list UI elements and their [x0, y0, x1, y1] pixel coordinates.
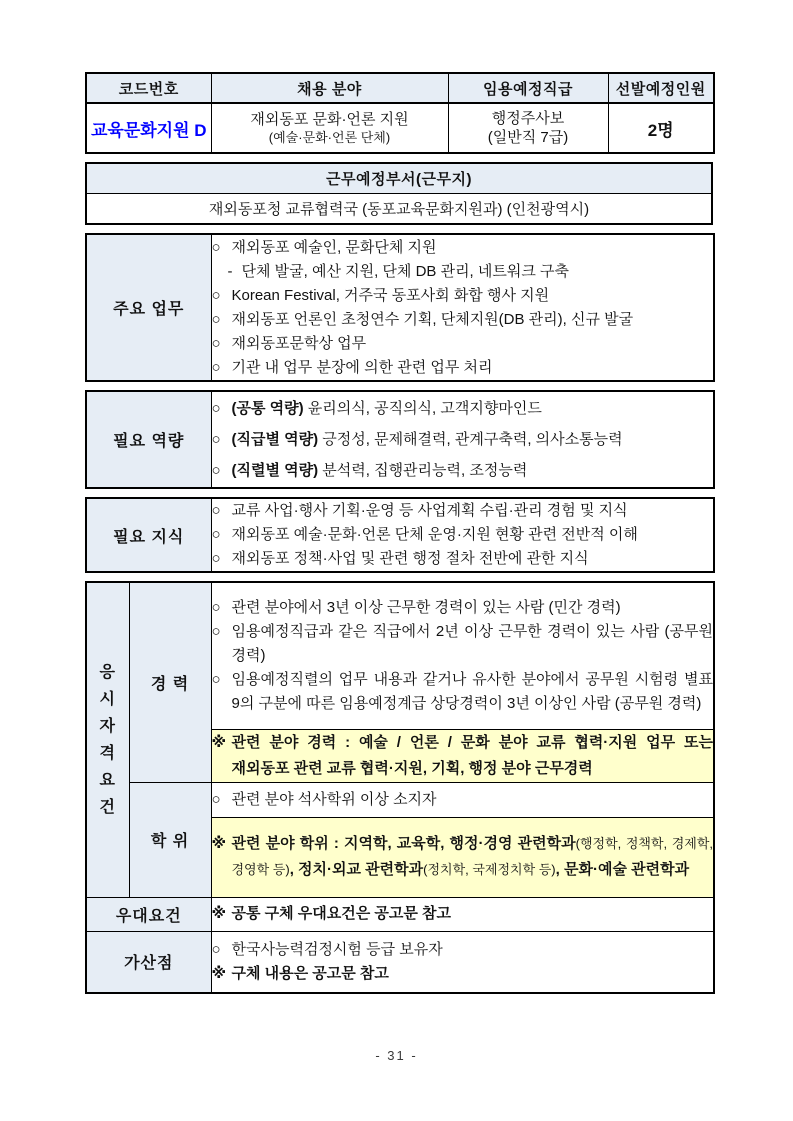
- workplace-value: 재외동포청 교류협력국 (동포교육문화지원과) (인천광역시): [86, 193, 712, 224]
- knowledge-content: [211, 498, 714, 572]
- document-body: [85, 72, 713, 1002]
- text-run: 재외동포 예술·문화·언론 단체 운영·지원 현황 관련 전반적 이해: [231, 526, 638, 543]
- recruit-field-line2: (예술·문화·언론 단체): [268, 130, 391, 145]
- text-run: 재외동포문학상 업무: [231, 334, 367, 352]
- line-text: [232, 455, 714, 486]
- text-run: 한국사능력검정시험 등급 보유자: [231, 940, 443, 958]
- bullet-glyph: ○: [211, 358, 221, 376]
- list-line: [212, 356, 714, 380]
- text-run: 긍정성, 문제해결력, 관계구축력, 의사소통능력: [318, 431, 623, 448]
- list-line: [212, 523, 714, 547]
- list-line: [212, 962, 714, 986]
- qualification-vertical-label: [86, 582, 129, 897]
- line-text: [232, 523, 714, 547]
- text-run: 관련 분야 경력 : 예술 / 언론 / 문화 분야 교류 협력·지원 업무 또는 재외동포 관련 교류 협력·지원, 기획, 행정 분야 근무경력: [231, 733, 713, 777]
- preference-content: [211, 897, 714, 931]
- bullet-glyph: ○: [211, 598, 221, 616]
- list-line: [212, 284, 714, 308]
- grade-line1: 행정주사보: [491, 110, 565, 127]
- preference-label: 우대요건: [86, 897, 211, 931]
- bullet-glyph: ※: [211, 905, 227, 922]
- text-run: 관련 분야 석사학위 이상 소지자: [231, 790, 437, 808]
- text-run: 구체 내용은 공고문 참고: [231, 964, 389, 982]
- line-text: [232, 332, 714, 356]
- line-text: [232, 424, 714, 455]
- bonus-label: 가산점: [86, 931, 211, 993]
- line-text: [242, 260, 714, 284]
- appointment-grade-value: [448, 103, 608, 153]
- career-note: [211, 729, 714, 782]
- line-text: [232, 547, 714, 571]
- header-appointment-grade: 임용예정직급: [448, 73, 608, 103]
- text-run: 문화·예술 관련학과: [564, 861, 690, 878]
- line-text: [232, 938, 714, 962]
- text-run: 정치·외교 관련학과: [298, 861, 424, 878]
- text-run: (정치학, 국제정치학 등): [423, 862, 556, 877]
- degree-content: [211, 782, 714, 817]
- header-code-number: 코드번호: [86, 73, 211, 103]
- duties-label: 주요 업무: [86, 234, 211, 381]
- bullet-glyph: ○: [211, 310, 221, 328]
- list-line: [212, 596, 714, 620]
- text-run: 기관 내 업무 분장에 의한 관련 업무 처리: [231, 358, 493, 376]
- grade-line2: (일반직 7급): [487, 129, 569, 146]
- list-line: [212, 938, 714, 962]
- text-run: 교류 사업·행사 기획·운영 등 사업계획 수립·관리 경험 및 지식: [231, 502, 628, 519]
- line-text: [232, 668, 714, 716]
- line-text: [232, 902, 714, 926]
- bullet-glyph: ○: [211, 238, 221, 256]
- list-line: [212, 788, 714, 812]
- knowledge-label: 필요 지식: [86, 498, 211, 572]
- text-run: (공통 역량): [231, 400, 304, 417]
- list-line: [212, 831, 714, 883]
- line-text: [232, 788, 714, 812]
- workplace-header-row: [86, 163, 712, 193]
- line-text: [232, 831, 714, 883]
- list-line: [212, 668, 714, 716]
- career-content: [211, 582, 714, 729]
- line-text: [232, 730, 714, 782]
- list-line: [212, 393, 714, 424]
- list-line: [212, 455, 714, 486]
- header-recruit-field: 채용 분야: [211, 73, 448, 103]
- preference-row: [86, 897, 714, 931]
- text-run: 관련 분야에서 3년 이상 근무한 경력이 있는 사람 (민간 경력): [231, 598, 621, 616]
- text-run: 관련 분야 학위 : 지역학, 교육학, 행정·경영 관련학과: [231, 835, 576, 852]
- recruit-field-value: [211, 103, 448, 153]
- text-run: 임용예정직급과 같은 직급에서 2년 이상 근무한 경력이 있는 사람 (공무원 경력): [231, 622, 713, 664]
- text-run: Korean Festival, 거주국 동포사회 화합 행사 지원: [231, 286, 550, 304]
- bullet-glyph: -: [227, 262, 233, 280]
- degree-label: 학 위: [129, 782, 211, 897]
- bullet-glyph: ○: [211, 790, 221, 808]
- workplace-data-row: [86, 193, 712, 224]
- list-line: [212, 730, 714, 782]
- knowledge-table: [85, 497, 715, 573]
- text-run: 분석력, 집행관리능력, 조정능력: [318, 462, 528, 479]
- bullet-glyph: ○: [211, 286, 221, 304]
- summary-table: [85, 72, 715, 154]
- line-text: [232, 236, 714, 260]
- summary-header-row: [86, 73, 714, 103]
- text-run: ,: [555, 861, 564, 878]
- bullet-glyph: ※: [211, 964, 227, 982]
- text-run: 단체 발굴, 예산 지원, 단체 DB 관리, 네트워크 구축: [241, 262, 570, 280]
- competency-row: [86, 391, 714, 488]
- bullet-glyph: ○: [211, 940, 221, 958]
- degree-content-row: [86, 782, 714, 817]
- competency-table: [85, 390, 715, 489]
- competency-label: 필요 역량: [86, 391, 211, 488]
- list-line: [212, 308, 714, 332]
- text-run: 임용예정직렬의 업무 내용과 같거나 유사한 분야에서 공무원 시험령 별표 9의 구분에 따른 임용예정계급 상당경력이 3년 이상인 사람 (공무원 경력): [231, 670, 713, 712]
- text-run: (행정학, 정책학, 경제학, 경영학 등): [231, 836, 713, 877]
- line-text: [232, 596, 714, 620]
- duties-row: [86, 234, 714, 381]
- bullet-glyph: ※: [211, 733, 227, 751]
- qualification-table: [85, 581, 715, 994]
- bullet-glyph: ○: [211, 550, 221, 567]
- summary-data-row: [86, 103, 714, 153]
- list-line: [212, 902, 714, 926]
- bullet-glyph: ○: [211, 334, 221, 352]
- career-content-row: [86, 582, 714, 729]
- workplace-title: 근무예정부서(근무지): [86, 163, 712, 193]
- code-number-value: 교육문화지원 D: [86, 103, 211, 153]
- line-text: [232, 499, 714, 523]
- text-run: 윤리의식, 공직의식, 고객지향마인드: [303, 400, 542, 417]
- qualification-vertical-text: 응시자격요건: [99, 663, 116, 816]
- career-label: 경 력: [129, 582, 211, 782]
- header-planned-headcount: 선발예정인원: [608, 73, 714, 103]
- bullet-glyph: ○: [211, 670, 221, 688]
- competency-content: [211, 391, 714, 488]
- list-line: [212, 620, 714, 668]
- duties-content: [211, 234, 714, 381]
- bullet-glyph: ○: [211, 526, 221, 543]
- line-text: [232, 620, 714, 668]
- bullet-glyph: ※: [211, 835, 227, 852]
- degree-note: [211, 817, 714, 897]
- text-run: (직렬별 역량): [231, 462, 319, 479]
- text-run: 공통 구체 우대요건은 공고문 참고: [231, 905, 452, 922]
- bonus-content: [211, 931, 714, 993]
- line-text: [232, 356, 714, 380]
- text-run: 재외동포 정책·사업 및 관련 행정 절차 전반에 관한 지식: [231, 550, 589, 567]
- page-number: - 31 -: [375, 1048, 418, 1063]
- bullet-glyph: ○: [211, 502, 221, 519]
- bonus-row: [86, 931, 714, 993]
- list-line: [212, 547, 714, 571]
- list-line: [212, 424, 714, 455]
- text-run: ,: [289, 861, 299, 878]
- text-run: 재외동포 예술인, 문화단체 지원: [231, 238, 437, 256]
- list-line: [212, 260, 714, 284]
- line-text: [232, 962, 714, 986]
- bullet-glyph: ○: [211, 462, 221, 479]
- workplace-table: [85, 162, 713, 225]
- recruit-field-line1: 재외동포 문화·언론 지원: [250, 111, 409, 128]
- list-line: [212, 332, 714, 356]
- headcount-value: 2명: [608, 103, 714, 153]
- list-line: [212, 236, 714, 260]
- bullet-glyph: ○: [211, 431, 221, 448]
- line-text: [232, 284, 714, 308]
- bullet-glyph: ○: [211, 622, 221, 640]
- knowledge-row: [86, 498, 714, 572]
- duties-table: [85, 233, 715, 382]
- line-text: [232, 308, 714, 332]
- list-line: [212, 499, 714, 523]
- text-run: (직급별 역량): [231, 431, 319, 448]
- bullet-glyph: ○: [211, 400, 221, 417]
- line-text: [232, 393, 714, 424]
- text-run: 재외동포 언론인 초청연수 기획, 단체지원(DB 관리), 신규 발굴: [231, 310, 634, 328]
